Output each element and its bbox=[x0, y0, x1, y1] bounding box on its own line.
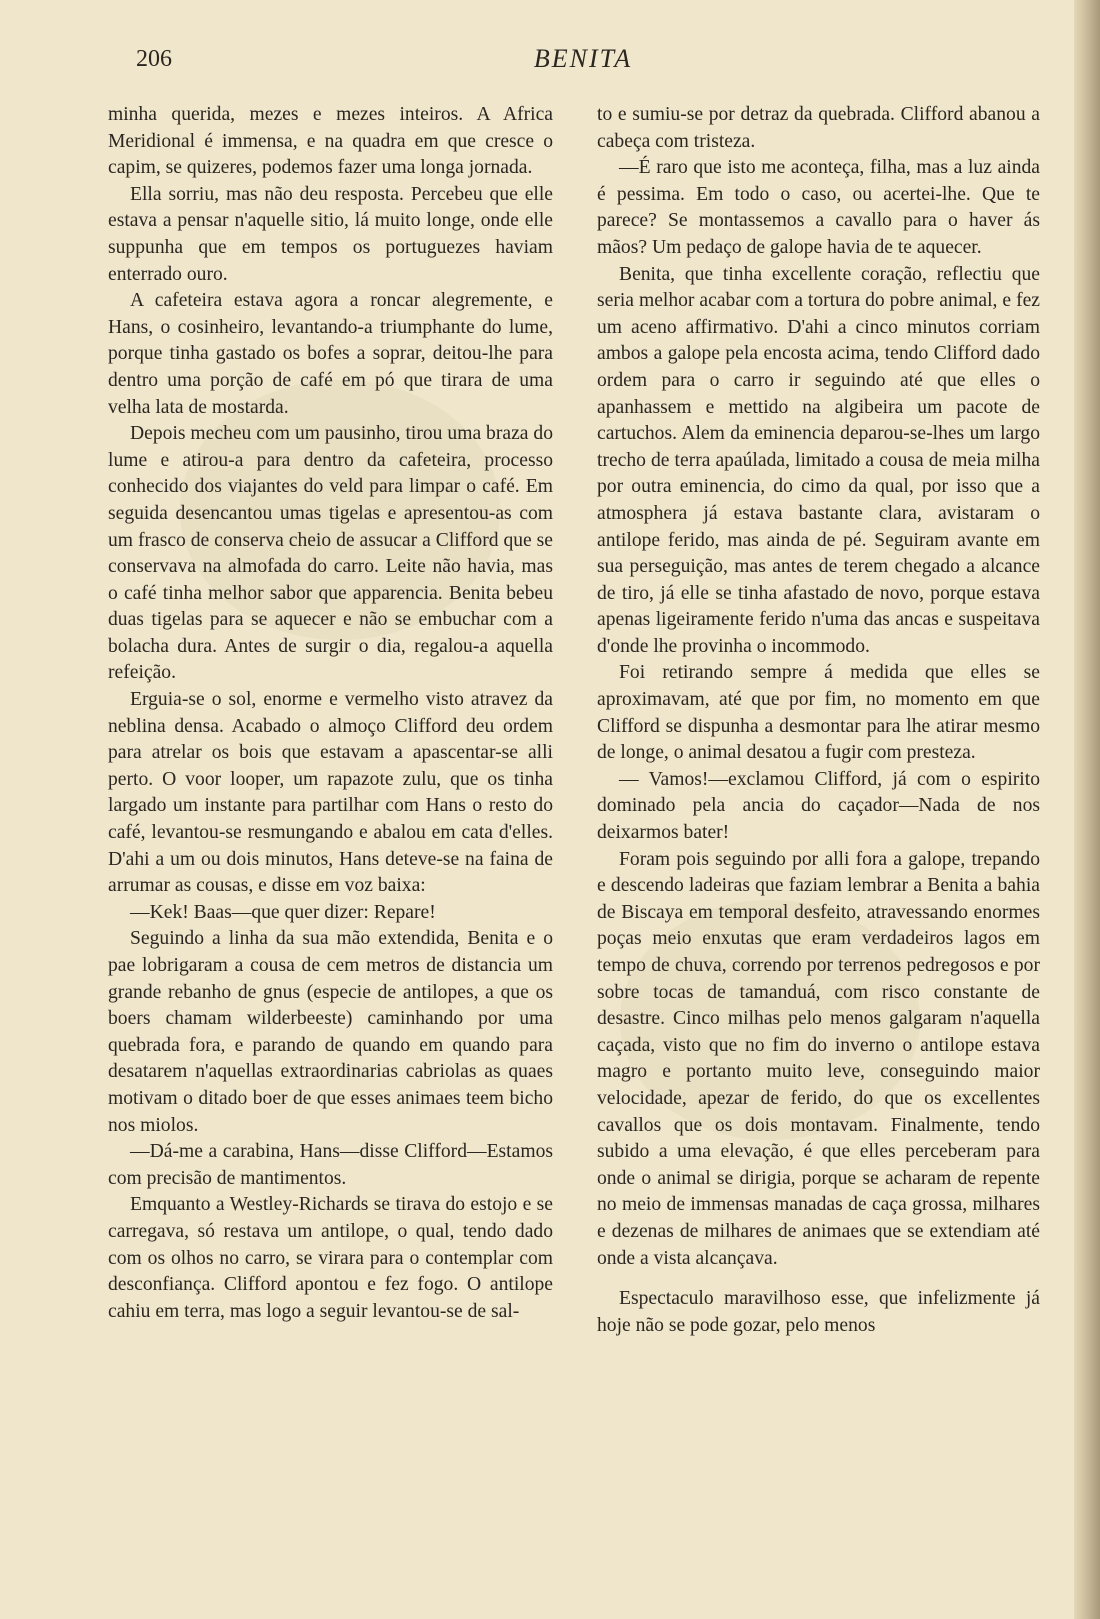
left-column bbox=[108, 102, 553, 1325]
paragraph: — Vamos!—exclamou Clifford, já com o espirito dominado pela ancia do caçador—Nada de nos deixarmos bater! bbox=[597, 768, 1040, 844]
paragraph: Erguia-se o sol, enorme e vermelho visto atravez da neblina densa. Acabado o almoço Clifford deu ordem para atrelar os bois que estavam a apascentar-se alli perto. O voor looper, um rapazote zulu, que os tinha largado um instante para partilhar com Hans o resto do café, levantou-se resmungando e abalou em cata d'elles. D'ahi a um ou dois minutos, Hans deteve-se na faina de arrumar as cousas, e disse em voz baixa: bbox=[108, 689, 553, 897]
paragraph: to e sumiu-se por detraz da quebrada. Clifford abanou a cabeça com tristeza. bbox=[597, 104, 1040, 152]
paragraph: —Dá-me a carabina, Hans—disse Clifford—Estamos com precisão de mantimentos. bbox=[108, 1141, 553, 1189]
paragraph: —É raro que isto me aconteça, filha, mas a luz ainda é pessima. Em todo o caso, ou acertei-lhe. Que te parece? Se montassemos a cavallo para o haver ás mãos? Um pedaço de galope havia de te aquecer. bbox=[597, 157, 1040, 258]
paragraph: Depois mecheu com um pausinho, tirou uma braza do lume e atirou-a para dentro da cafeteira, processo conhecido dos viajantes do veld para limpar o café. Em seguida desencantou umas tigelas e apresentou-as com um frasco de conserva cheio de assucar a Clifford que se conservava na almofada do carro. Leite não havia, mas o café tinha melhor sabor que apparencia. Benita bebeu duas tigelas para se aquecer e não se embuchar com a bolacha dura. Antes de surgir o dia, regalou-a aquella refeição. bbox=[108, 423, 553, 684]
running-title: BENITA bbox=[533, 44, 633, 73]
paragraph: Emquanto a Westley-Richards se tirava do estojo e se carregava, só restava um antilope, o qual, tendo dado com os olhos no carro, se virara para o contemplar com desconfiança. Clifford apontou e fez fogo. O antilope cahiu em terra, mas logo a seguir levantou-se de sal- bbox=[108, 1194, 553, 1322]
paragraph: Espectaculo maravilhoso esse, que infelizmente já hoje não se pode gozar, pelo menos bbox=[597, 1288, 1040, 1336]
paragraph: minha querida, mezes e mezes inteiros. A Africa Meridional é immensa, e na quadra em que cresce o capim, se quizeres, podemos fazer uma longa jornada. bbox=[108, 104, 553, 179]
paragraph: A cafeteira estava agora a roncar alegremente, e Hans, o cosinheiro, levantando-a triumphante do lume, porque tinha gastado os bofes a soprar, deitou-lhe para dentro uma porção de café em pó que tirara de uma velha lata de mostarda. bbox=[108, 290, 553, 418]
paragraph: Foi retirando sempre á medida que elles se aproximavam, até que por fim, no momento em que Clifford se dispunha a desmontar para lhe atirar mesmo de longe, o animal desatou a fugir com presteza. bbox=[597, 662, 1040, 764]
paragraph: Foram pois seguindo por alli fora a galope, trepando e descendo ladeiras que faziam lembrar a Benita a bahia de Biscaya em temporal desfeito, atravessando enormes poças meio enxutas que eram verdadeiros lagos em tempo de chuva, correndo por terrenos pedregosos e por sobre tocas de tamanduá, com risco constante de desastre. Cinco milhas pelo menos galgaram n'aquella caçada, visto que no fim do inverno o antilope estava magro e portanto muito leve, conseguindo maior velocidade, apezar de ferido, do que os excellentes cavallos que os dois montavam. Finalmente, tendo subido a uma elevação, é que elles perceberam para onde o animal se dirigia, porque se acharam de repente no meio de immensas manadas de caça grossa, milhares e dezenas de milhares de animaes que se extendiam até onde a vista alcançava. bbox=[597, 848, 1040, 1269]
paragraph: Seguindo a linha da sua mão extendida, Benita e o pae lobrigaram a cousa de cem metros de distancia um grande rebanho de gnus (especie de antilopes, a que os boers chamam wilderbeeste) caminhando por uma quebrada fora, e parando de quando em quando para desatarem n'aquellas extraordinarias cabriolas as quaes motivam o ditado boer de que esses animaes teem bicho nos miolos. bbox=[108, 928, 553, 1136]
paragraph: Ella sorriu, mas não deu resposta. Percebeu que elle estava a pensar n'aquelle sitio, lá muito longe, onde elle suppunha que em tempos os portuguezes haviam enterrado ouro. bbox=[108, 183, 553, 285]
page-header bbox=[0, 44, 1060, 84]
paragraph: Benita, que tinha excellente coração, reflectiu que seria melhor acabar com a tortura do pobre animal, e fez um aceno affirmativo. D'ahi a cinco minutos corriam ambos a galope pela encosta acima, tendo Clifford dado ordem para o carro ir seguindo até que elles o apanhassem e mettido na algibeira um pacote de cartuchos. Alem da eminencia deparou-se-lhes um largo trecho de terra apaúlada, limitado a cousa de meia milha por outra eminencia, do cimo da qual, por isso que a atmosphera já estava bastante clara, avistaram o antilope ferido, mas ainda de pé. Seguiram avante em sua perseguição, mas antes de terem chegado a alcance de tiro, já elle se tinha afastado de novo, porque estava apenas ligeiramente ferido n'uma das ancas e suspeitava d'onde lhe provinha o incommodo. bbox=[597, 263, 1040, 657]
page-number: 206 bbox=[136, 46, 172, 72]
paragraph: —Kek! Baas—que quer dizer: Repare! bbox=[130, 901, 436, 923]
page-edge bbox=[1074, 0, 1100, 1619]
right-column bbox=[597, 102, 1040, 1339]
